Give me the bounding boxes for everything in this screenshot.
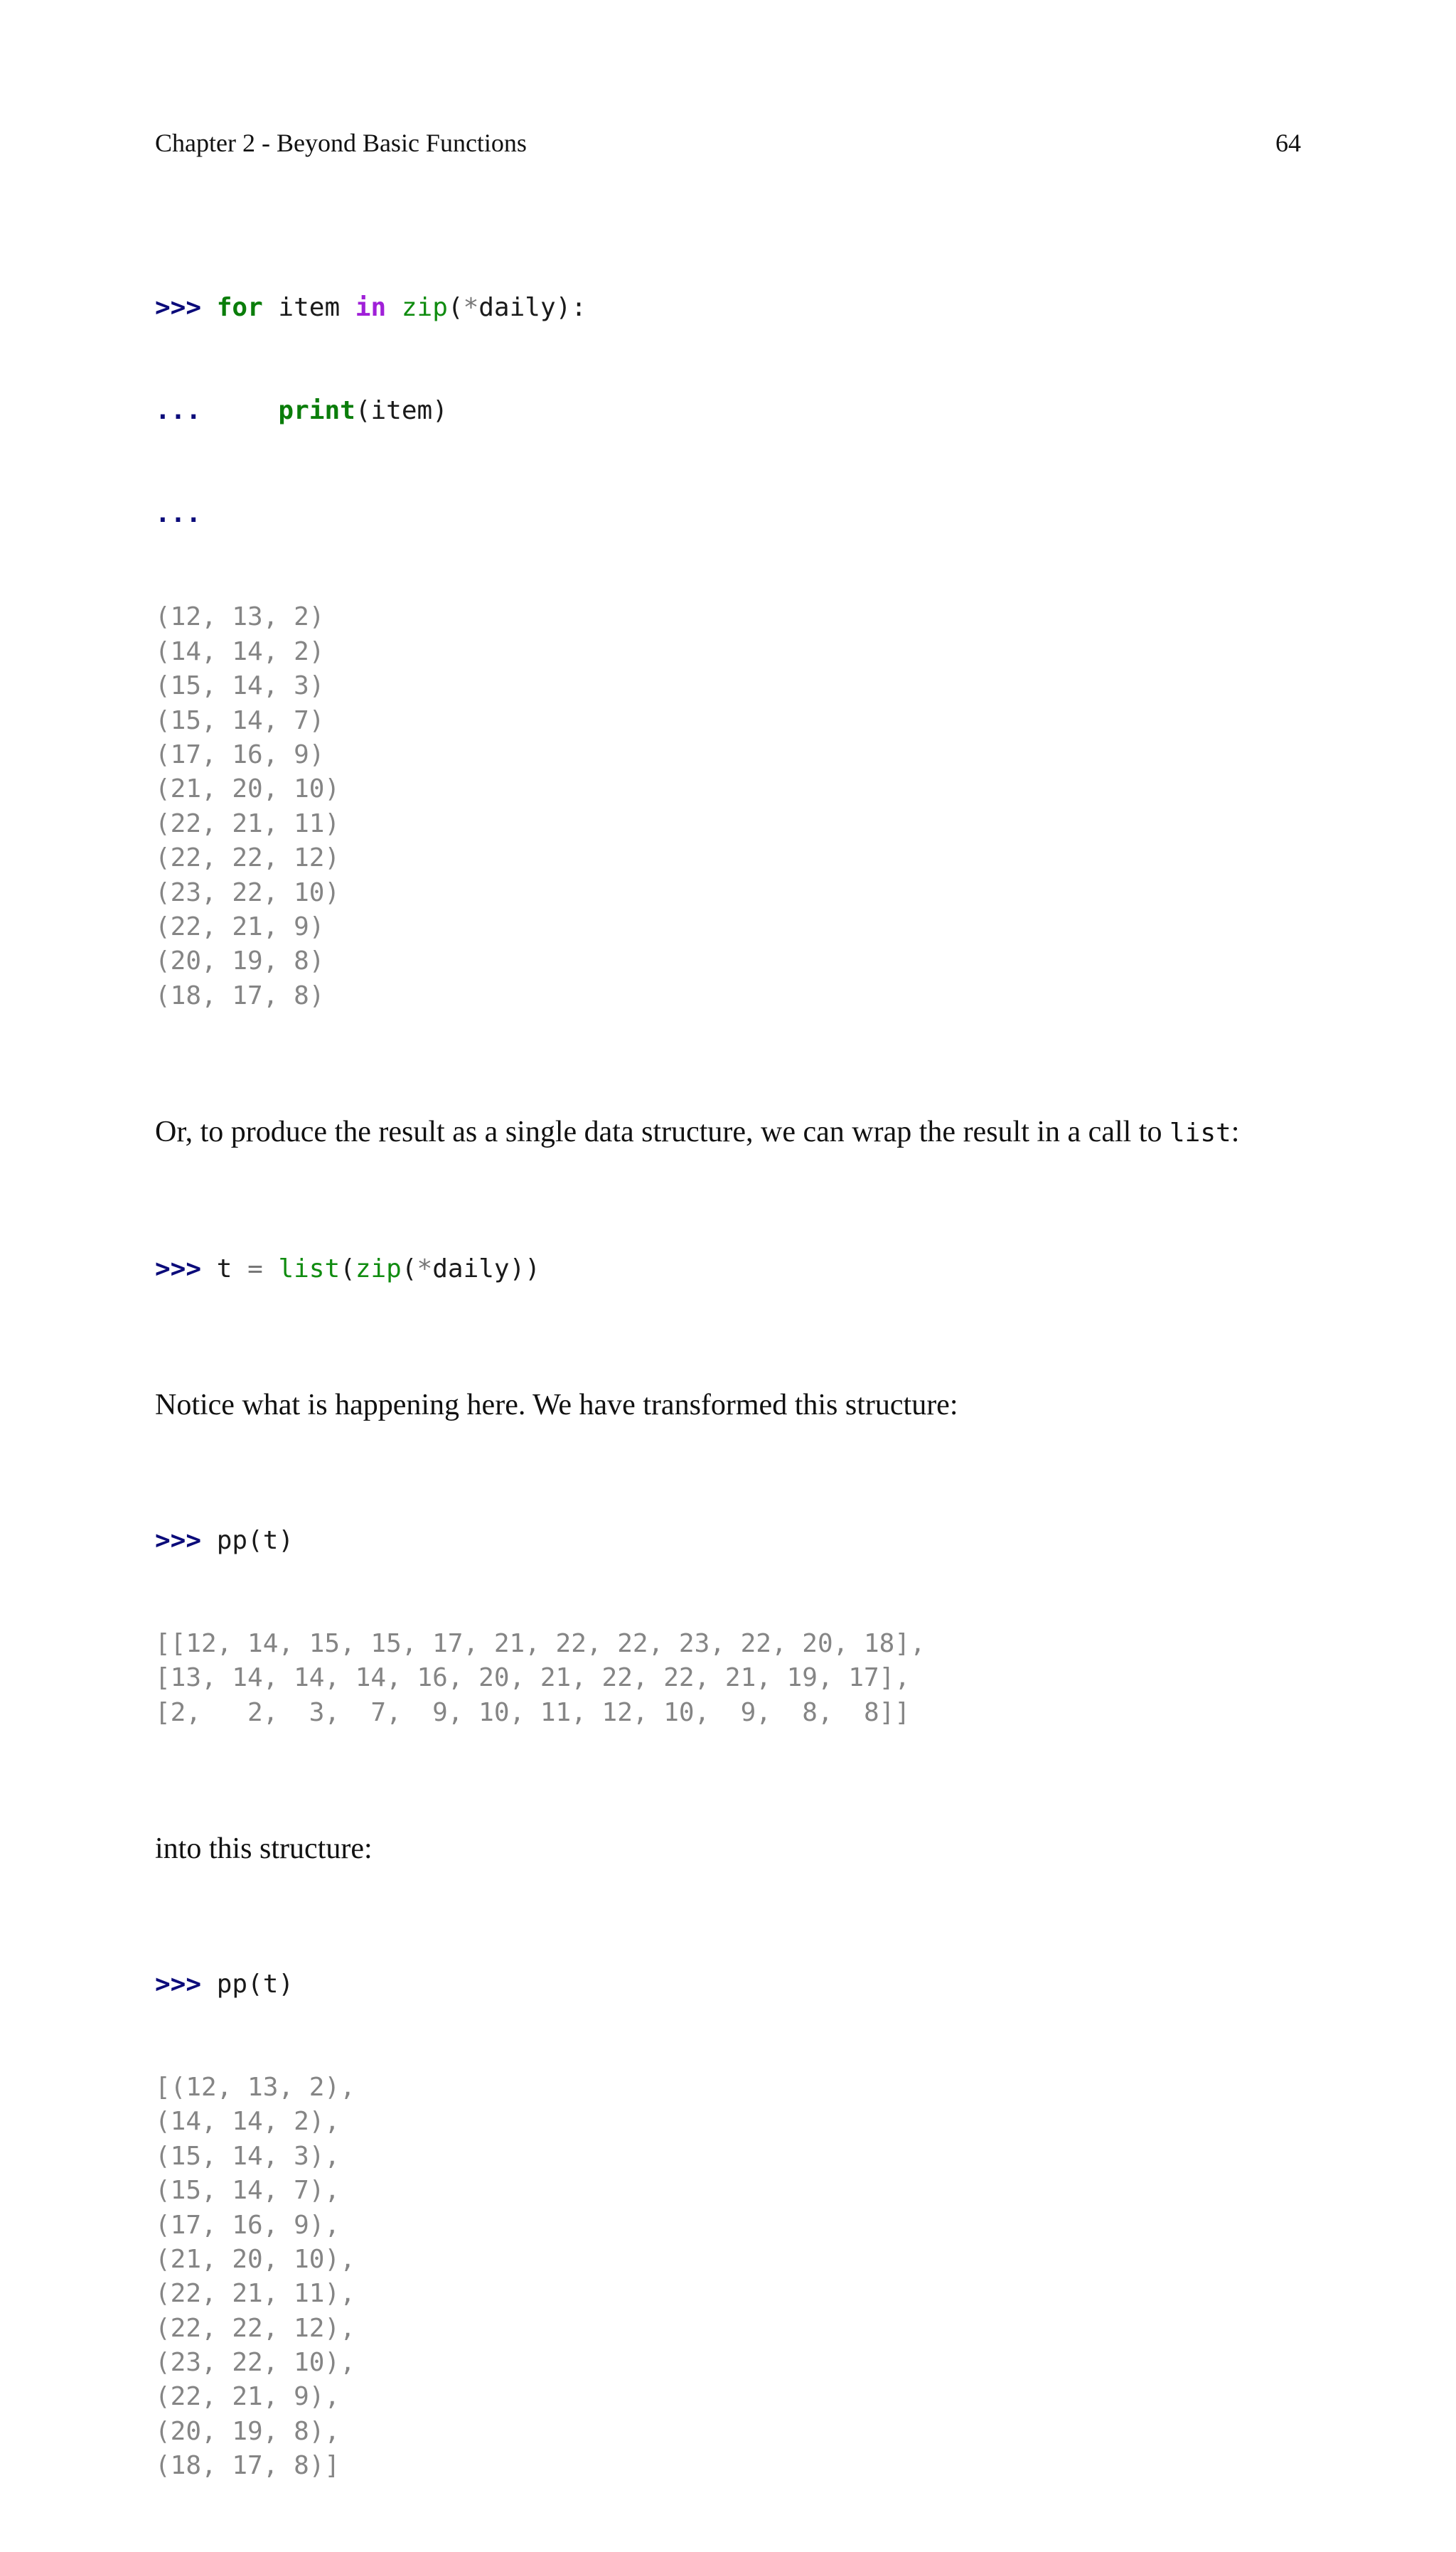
repl-prompt: >>> bbox=[155, 292, 202, 322]
output-line: [[12, 14, 15, 15, 17, 21, 22, 22, 23, 22, 20, 18], bbox=[155, 1628, 926, 1658]
keyword-in: in bbox=[355, 292, 387, 322]
code-space bbox=[263, 1254, 279, 1283]
code-line bbox=[155, 394, 1301, 428]
output-line: (22, 21, 9), bbox=[155, 2382, 341, 2412]
output-line: [13, 14, 14, 14, 16, 20, 21, 22, 22, 21, 19, 17], bbox=[155, 1663, 911, 1693]
output-line: (20, 19, 8), bbox=[155, 2416, 341, 2446]
output-line: (23, 22, 10), bbox=[155, 2348, 355, 2378]
chapter-title: Chapter 2 - Beyond Basic Functions bbox=[155, 129, 527, 157]
code-output bbox=[155, 1627, 1301, 1730]
output-line: (14, 14, 2) bbox=[155, 636, 325, 666]
builtin-print: print bbox=[278, 396, 355, 426]
output-line: (22, 21, 11), bbox=[155, 2279, 355, 2309]
output-line: (23, 22, 10) bbox=[155, 877, 341, 907]
repl-continuation: ... bbox=[155, 499, 202, 529]
code-text: (item) bbox=[355, 396, 448, 426]
paragraph: Notice what is happening here. We have transformed this structure: bbox=[155, 1388, 958, 1421]
code-block-pp-before bbox=[155, 1455, 1301, 1799]
output-line: (17, 16, 9), bbox=[155, 2210, 341, 2240]
code-text: t bbox=[201, 1254, 248, 1283]
code-text: daily): bbox=[478, 292, 587, 322]
output-line: (15, 14, 3) bbox=[155, 671, 325, 701]
paragraph: into this structure: bbox=[155, 1832, 373, 1865]
code-line bbox=[155, 497, 1301, 531]
code-indent bbox=[217, 396, 279, 425]
output-line: (17, 16, 9) bbox=[155, 740, 325, 769]
paragraph-text: Or, to produce the result as a single data structure, we can wrap the result in a call to bbox=[155, 1115, 1169, 1148]
code-line bbox=[155, 1252, 1301, 1286]
code-text: daily)) bbox=[432, 1254, 540, 1283]
keyword-for: for bbox=[216, 292, 263, 322]
repl-continuation: ... bbox=[155, 396, 202, 426]
code-text: ( bbox=[401, 1254, 417, 1283]
repl-prompt: >>> bbox=[155, 1525, 202, 1555]
code-block-zip-loop bbox=[155, 222, 1301, 1082]
page-number: 64 bbox=[1275, 129, 1301, 157]
output-line: (12, 13, 2) bbox=[155, 602, 325, 632]
paragraph bbox=[155, 1111, 1301, 1155]
code-block-pp-after bbox=[155, 1899, 1301, 2552]
repl-prompt: >>> bbox=[155, 1969, 202, 1999]
code-text: ( bbox=[340, 1254, 355, 1283]
page-body bbox=[155, 222, 1301, 2552]
page-header bbox=[155, 128, 1301, 158]
code-block-list-zip bbox=[155, 1183, 1301, 1355]
output-line: (22, 21, 9) bbox=[155, 912, 325, 941]
code-operator: * bbox=[417, 1254, 433, 1283]
output-line: (22, 22, 12) bbox=[155, 843, 341, 873]
code-output bbox=[155, 600, 1301, 1013]
output-line: [2, 2, 3, 7, 9, 10, 11, 12, 10, 9, 8, 8]] bbox=[155, 1697, 911, 1727]
output-line: (14, 14, 2), bbox=[155, 2107, 341, 2137]
output-line: [(12, 13, 2), bbox=[155, 2072, 355, 2102]
output-line: (15, 14, 3), bbox=[155, 2141, 341, 2171]
repl-prompt: >>> bbox=[155, 1254, 202, 1283]
output-line: (15, 14, 7) bbox=[155, 705, 325, 735]
builtin-zip: zip bbox=[401, 292, 448, 322]
inline-code: list bbox=[1169, 1118, 1231, 1148]
code-text: pp(t) bbox=[201, 1525, 294, 1555]
code-line bbox=[155, 1524, 1301, 1558]
output-line: (20, 19, 8) bbox=[155, 946, 325, 976]
output-line: (21, 20, 10), bbox=[155, 2244, 355, 2274]
output-line: (15, 14, 7), bbox=[155, 2176, 341, 2206]
code-text: pp(t) bbox=[201, 1969, 294, 1999]
code-line bbox=[155, 1968, 1301, 2002]
output-line: (18, 17, 8)] bbox=[155, 2451, 341, 2481]
output-line: (18, 17, 8) bbox=[155, 981, 325, 1010]
code-output bbox=[155, 2071, 1301, 2484]
code-text: ( bbox=[447, 292, 464, 322]
output-line: (22, 21, 11) bbox=[155, 808, 341, 838]
code-line bbox=[155, 291, 1301, 325]
builtin-zip: zip bbox=[355, 1254, 402, 1283]
code-text: item bbox=[262, 292, 355, 322]
code-operator: = bbox=[247, 1254, 263, 1283]
code-operator: * bbox=[463, 292, 479, 322]
output-line: (21, 20, 10) bbox=[155, 774, 341, 804]
builtin-list: list bbox=[278, 1254, 341, 1283]
paragraph-text: : bbox=[1231, 1115, 1240, 1148]
output-line: (22, 22, 12), bbox=[155, 2313, 355, 2343]
